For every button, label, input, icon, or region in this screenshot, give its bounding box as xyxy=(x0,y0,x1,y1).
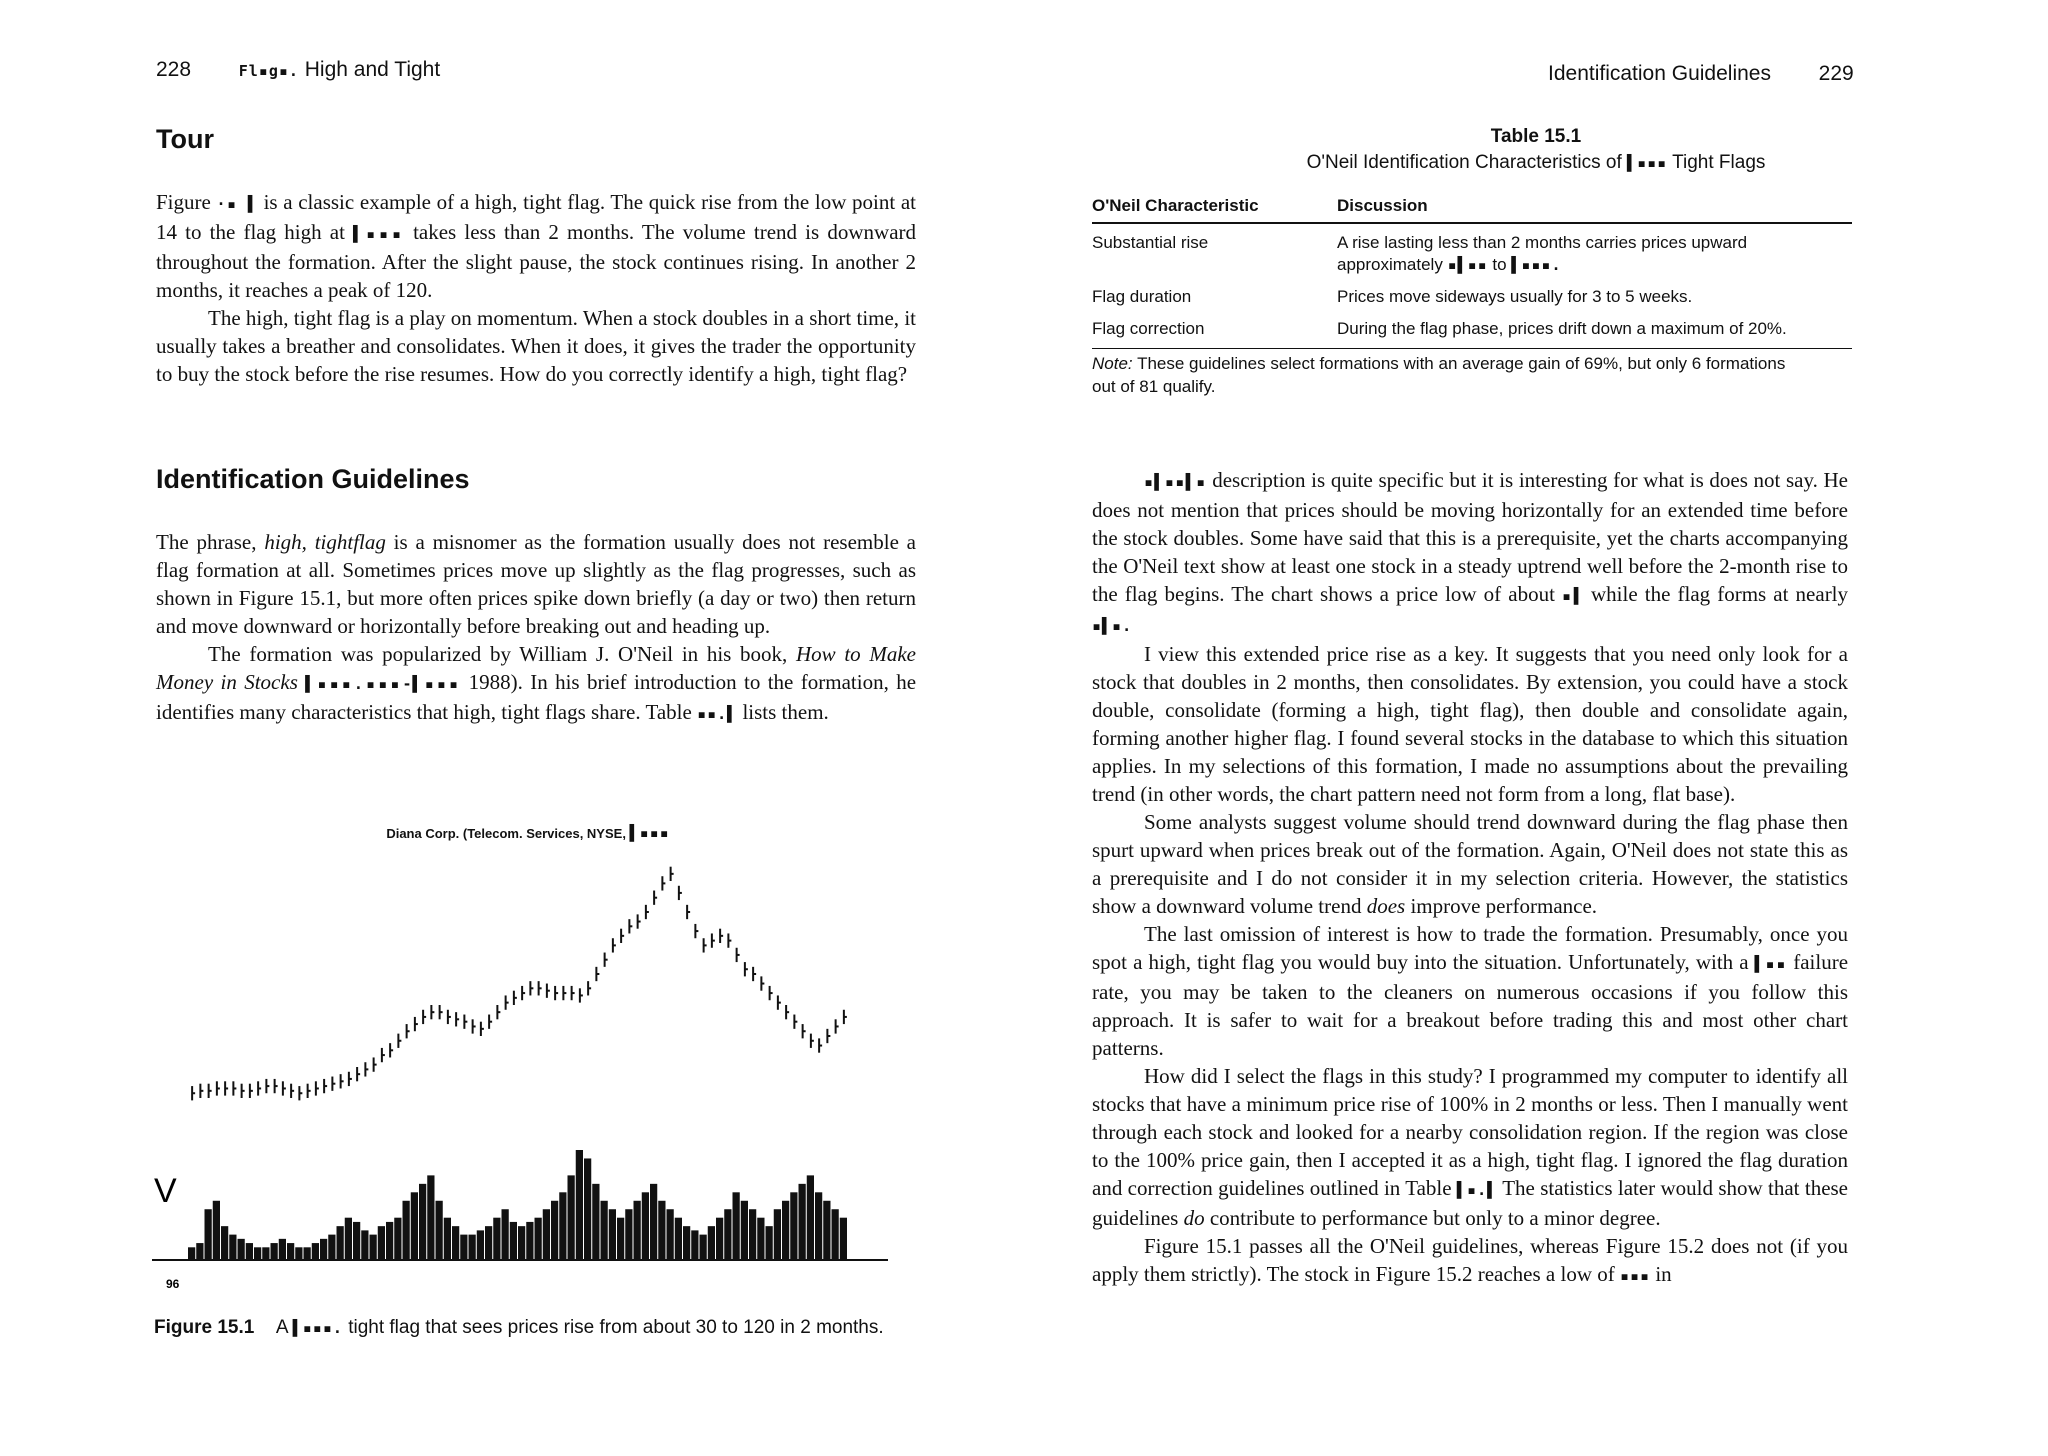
volume-bar xyxy=(675,1218,682,1260)
volume-bar xyxy=(823,1201,830,1260)
section-heading-tour: Tour xyxy=(156,124,214,154)
guidelines-text xyxy=(156,528,916,728)
paragraph: The formation was popularized by William J. O'Neil in his book, How to Make Money in Stocks ▌▪▪▪.▪▪▪-▌▪▪▪ 1988). In his brief introduction to the formation, he identifies many characteristics that high, tight flags share. Table ▪▪.▌ lists them. xyxy=(156,642,917,724)
right-body-text xyxy=(1092,466,1848,1290)
volume-bar xyxy=(403,1201,410,1260)
volume-bar xyxy=(724,1209,731,1260)
page-number: 229 xyxy=(1818,62,1854,85)
volume-bar xyxy=(502,1209,509,1260)
volume-bar xyxy=(815,1192,822,1260)
volume-bar xyxy=(700,1235,707,1260)
volume-bar xyxy=(353,1222,360,1260)
volume-bar xyxy=(312,1243,319,1260)
volume-bar xyxy=(262,1247,269,1260)
volume-bar xyxy=(188,1247,195,1260)
volume-bar xyxy=(295,1247,302,1260)
volume-bar xyxy=(337,1226,344,1260)
paragraph: I view this extended price rise as a key. It suggests that you need only look for a stock that doubles in 2 months, then consolidates. By extension, you could have a stock double, consolidate (forming a high, tight flag), then double and consolidate again, forming another higher flag. I found several stocks in the database to which this situation applies. In my selections of this formation, I made no assumptions about the prevailing trend (in other words, the chart pattern need not form from a long, flat base). xyxy=(1092,642,1848,806)
volume-bar xyxy=(477,1230,484,1260)
volume-bar xyxy=(766,1226,773,1260)
table-cell: Flag correction xyxy=(1092,319,1205,338)
volume-bar xyxy=(799,1184,806,1260)
volume-bar xyxy=(238,1239,245,1260)
volume-bar xyxy=(452,1226,459,1260)
volume-bar xyxy=(782,1201,789,1260)
volume-bar xyxy=(667,1209,674,1260)
volume-bar xyxy=(568,1175,575,1260)
volume-bar xyxy=(790,1192,797,1260)
table-subtitle: O'Neil Identification Characteristics of ▌▪▪▪ Tight Flags xyxy=(1306,152,1766,173)
volume-bar xyxy=(493,1218,500,1260)
running-title-garbled: Fl▪g▪. xyxy=(238,62,299,80)
volume-bar xyxy=(584,1158,591,1260)
volume-bar xyxy=(271,1243,278,1260)
volume-bar xyxy=(419,1184,426,1260)
page-number: 228 xyxy=(156,58,192,81)
table-header-row xyxy=(1092,196,1852,224)
paragraph: ▪▌▪▪▌▪ description is quite specific but it is interesting for what is does not say. He does not mention that prices should be moving horizontally for an extended time before the stock doubles. Some have said that this is a prerequisite, yet the charts accompanying the O'Neil text show at least one stock in a steady uptrend well before the 2-month rise to the flag begins. The chart shows a price low of about ▪▌ while the flag forms at nearly ▪▌▪. xyxy=(1092,468,1849,635)
volume-bar xyxy=(378,1226,385,1260)
tour-text xyxy=(156,188,916,388)
volume-bar xyxy=(427,1175,434,1260)
volume-bar xyxy=(254,1247,261,1260)
volume-bar xyxy=(361,1230,368,1260)
table-cell: Flag duration xyxy=(1092,287,1192,306)
volume-bar xyxy=(518,1226,525,1260)
volume-bar xyxy=(551,1201,558,1260)
volume-bar xyxy=(196,1243,203,1260)
volume-bar xyxy=(642,1192,649,1260)
table-row xyxy=(1092,318,1852,349)
volume-bar xyxy=(559,1192,566,1260)
volume-bar xyxy=(840,1218,847,1260)
volume-bar xyxy=(526,1222,533,1260)
volume-bar xyxy=(708,1226,715,1260)
running-title: Identification Guidelines xyxy=(1548,62,1771,85)
running-head-right xyxy=(1548,62,1854,86)
volume-bar xyxy=(691,1230,698,1260)
volume-bar xyxy=(320,1239,327,1260)
volume-bar xyxy=(741,1201,748,1260)
volume-bar xyxy=(617,1218,624,1260)
table-header-cell: Discussion xyxy=(1337,196,1428,215)
volume-bar xyxy=(246,1243,253,1260)
chart-title: Diana Corp. (Telecom. Services, NYSE, ▌▪▪▪ xyxy=(386,824,670,842)
paragraph: Figure ·▪ ▌ is a classic example of a high, tight flag. The quick rise from the low point at 14 to the flag high at ▌▪▪▪ takes less than 2 months. The volume trend is downward throughout the formation. After the slight pause, the stock continues rising. In another 2 months, it reaches a peak of 120. xyxy=(156,190,917,302)
volume-bar xyxy=(832,1209,839,1260)
volume-bar xyxy=(625,1209,632,1260)
volume-bar xyxy=(221,1226,228,1260)
table-cell: A rise lasting less than 2 months carries prices upward approximately ▪▌▪▪ to ▌▪▪▪. xyxy=(1337,233,1748,274)
volume-bar xyxy=(394,1218,401,1260)
chart-svg xyxy=(148,820,908,1300)
volume-bar xyxy=(716,1218,723,1260)
volume-bar xyxy=(535,1218,542,1260)
volume-bar xyxy=(213,1201,220,1260)
volume-bar xyxy=(510,1222,517,1260)
volume-bar xyxy=(279,1239,286,1260)
volume-bar xyxy=(543,1209,550,1260)
x-tick-label: 96 xyxy=(166,1277,180,1291)
table-cell: During the flag phase, prices drift down a maximum of 20%. xyxy=(1337,319,1787,338)
table-row xyxy=(1092,232,1852,276)
table-header-cell: O'Neil Characteristic xyxy=(1092,196,1259,215)
volume-bar xyxy=(370,1235,377,1260)
running-head-left xyxy=(156,58,440,82)
volume-bar xyxy=(749,1209,756,1260)
volume-bar xyxy=(733,1192,740,1260)
volume-bar xyxy=(774,1209,781,1260)
volume-bar xyxy=(576,1150,583,1260)
volume-bar xyxy=(609,1209,616,1260)
section-heading-identification: Identification Guidelines xyxy=(156,464,470,494)
volume-bar xyxy=(444,1218,451,1260)
table-note: Note: These guidelines select formations with an average gain of 69%, but only 6 formations out of 81 qualify. xyxy=(1092,354,1786,396)
volume-bar xyxy=(345,1218,352,1260)
volume-bar xyxy=(658,1201,665,1260)
paragraph: The high, tight flag is a play on momentum. When a stock doubles in a short time, it usually takes a breather and consolidates. When it does, it gives the trader the opportunity to buy the stock before the rise resumes. How do you correctly identify a high, tight flag? xyxy=(156,306,916,386)
volume-bar xyxy=(460,1235,467,1260)
volume-bar xyxy=(469,1235,476,1260)
table-cell: Substantial rise xyxy=(1092,233,1209,252)
volume-bar xyxy=(592,1184,599,1260)
figure-caption: Figure 15.1 A ▌▪▪▪. tight flag that sees prices rise from about 30 to 120 in 2 months. xyxy=(154,1317,884,1338)
stock-chart xyxy=(148,820,908,1300)
volume-bar xyxy=(411,1192,418,1260)
volume-bar xyxy=(328,1235,335,1260)
volume-axis-label: V xyxy=(154,1172,177,1210)
volume-bar xyxy=(205,1209,212,1260)
running-title: High and Tight xyxy=(304,58,441,81)
table-label: Table 15.1 xyxy=(1490,126,1582,147)
volume-bar xyxy=(634,1201,641,1260)
volume-bar xyxy=(229,1235,236,1260)
volume-bar xyxy=(757,1218,764,1260)
volume-bar xyxy=(807,1175,814,1260)
volume-bar xyxy=(436,1201,443,1260)
volume-bar xyxy=(683,1226,690,1260)
paragraph: Some analysts suggest volume should trend downward during the flag phase then spurt upward when prices break out of the formation. Again, O'Neil does not state this as a prerequisite and I do not consider it in my selection criteria. However, the statistics show a downward volume trend does improve performance. xyxy=(1092,810,1848,918)
table-cell: Prices move sideways usually for 3 to 5 weeks. xyxy=(1337,287,1693,306)
paragraph: How did I select the flags in this study? I programmed my computer to identify all stocks that have a minimum price rise of 100% in 2 months or less. Then I manually went through each stock and looked for a nearby consolidation region. If the region was close to the 100% price gain, then I accepted it as a high, tight flag. I ignored the flag duration and correction guidelines outlined in Table ▌▪.▌ The statistics later would show that these guidelines do contribute to performance but only to a minor degree. xyxy=(1092,1064,1849,1230)
guidelines-table xyxy=(1092,196,1852,349)
volume-bar xyxy=(650,1184,657,1260)
volume-bar xyxy=(304,1247,311,1260)
volume-bar xyxy=(601,1201,608,1260)
volume-bar xyxy=(386,1222,393,1260)
table-row xyxy=(1092,286,1852,308)
volume-bar xyxy=(287,1243,294,1260)
volume-bar xyxy=(485,1226,492,1260)
paragraph: The phrase, high, tightflag is a misnomer as the formation usually does not resemble a flag formation at all. Sometimes prices move up slightly as the flag progresses, such as shown in Figure 15.1, but more often prices spike down briefly (a day or two) then return and move downward or horizontally before breaking out and heading up. xyxy=(156,530,917,638)
paragraph: Figure 15.1 passes all the O'Neil guidelines, whereas Figure 15.2 does not (if you apply them strictly). The stock in Figure 15.2 reaches a low of ▪▪▪ in xyxy=(1092,1234,1848,1286)
paragraph: The last omission of interest is how to trade the formation. Presumably, once you spot a high, tight flag you would buy into the situation. Unfortunately, with a ▌▪▪ failure rate, you may be taken to the cleaners on numerous occasions if you follow this approach. It is safer to wait for a breakout before trading this and most other chart patterns. xyxy=(1092,922,1849,1060)
